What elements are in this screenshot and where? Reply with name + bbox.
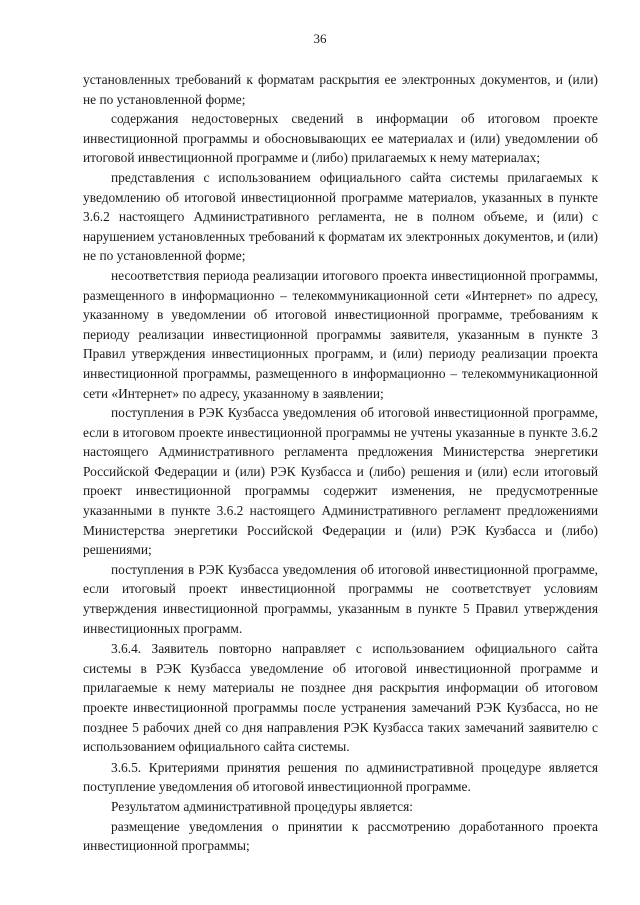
paragraph-3-6-5: 3.6.5. Критериями принятия решения по административной процедуре является поступление уведомления об итоговой инвестиционной программе.	[83, 759, 598, 795]
paragraph-result-item: размещение уведомления о принятии к рассмотрению доработанного проекта инвестиционной программы;	[83, 818, 598, 854]
paragraph-3-6-4: 3.6.4. Заявитель повторно направляет с использованием официального сайта системы в РЭК Кузбасса уведомление об итоговой инвестиционной программе и прилагаемые к нему материалы не позднее дня раскрытия информации об итоговом проекте инвестиционной программы после устранения замечаний РЭК Кузбасса, но не позднее 5 рабочих дней со дня направления РЭК Кузбасса таких замечаний заявителю с использованием официального сайта системы.	[83, 641, 598, 755]
paragraph-1: установленных требований к форматам раскрытия ее электронных документов, и (или) не по установленной форме;	[83, 72, 598, 107]
paragraph-5: поступления в РЭК Кузбасса уведомления об итоговой инвестиционной программе, если в итоговом проекте инвестиционной программы не учтены указанные в пункте 3.6.2 настоящего Административного регламента предложения Министерства энергетики Российской Федерации и (или) РЭК Кузбасса и (либо) решения и (или) если итоговый проект инвестиционной программы содержит изменения, не предусмотренные указанными в пункте 3.6.2 настоящего Административного регламент предложениями Министерства энергетики Российской Федерации и (или) РЭК Кузбасса и (либо) решениями;	[83, 405, 598, 558]
paragraph-result-heading: Результатом административной процедуры является:	[111, 798, 413, 814]
page-number: 36	[313, 31, 327, 46]
paragraph-2: содержания недостоверных сведений в информации об итоговом проекте инвестиционной программы и обосновывающих ее материалах и (или) уведомлении об итоговой инвестиционной программе и (либо) прилагаемых к нему материалах;	[83, 111, 598, 166]
paragraph-4: несоответствия периода реализации итогового проекта инвестиционной программы, размещенного в информационно – телекоммуникационной сети «Интернет» по адресу, указанному в уведомлении об итоговой инвестиционной программе, требованиям к периоду реализации инвестиционной программы заявителя, указанным в пункте 3 Правил утверждения инвестиционных программ, и (или) периоду реализации проекта инвестиционной программы, размещенного в информационно – телекоммуникационной сети «Интернет» по адресу, указанному в заявлении;	[83, 267, 598, 401]
paragraph-6: поступления в РЭК Кузбасса уведомления об итоговой инвестиционной программе, если итоговый проект инвестиционной программы не соответствует условиям утверждения инвестиционной программы, указанным в пункте 5 Правил утверждения инвестиционных программ.	[83, 561, 598, 636]
paragraph-3: представления с использованием официального сайта системы прилагаемых к уведомлению об итоговой инвестиционной программе материалов, указанных в пункте 3.6.2 настоящего Административного регламента, не в полном объеме, и (или) с нарушением установленных требований к форматам их электронных документов, и (или) не по установленной форме;	[83, 169, 598, 264]
document-body	[83, 70, 598, 856]
